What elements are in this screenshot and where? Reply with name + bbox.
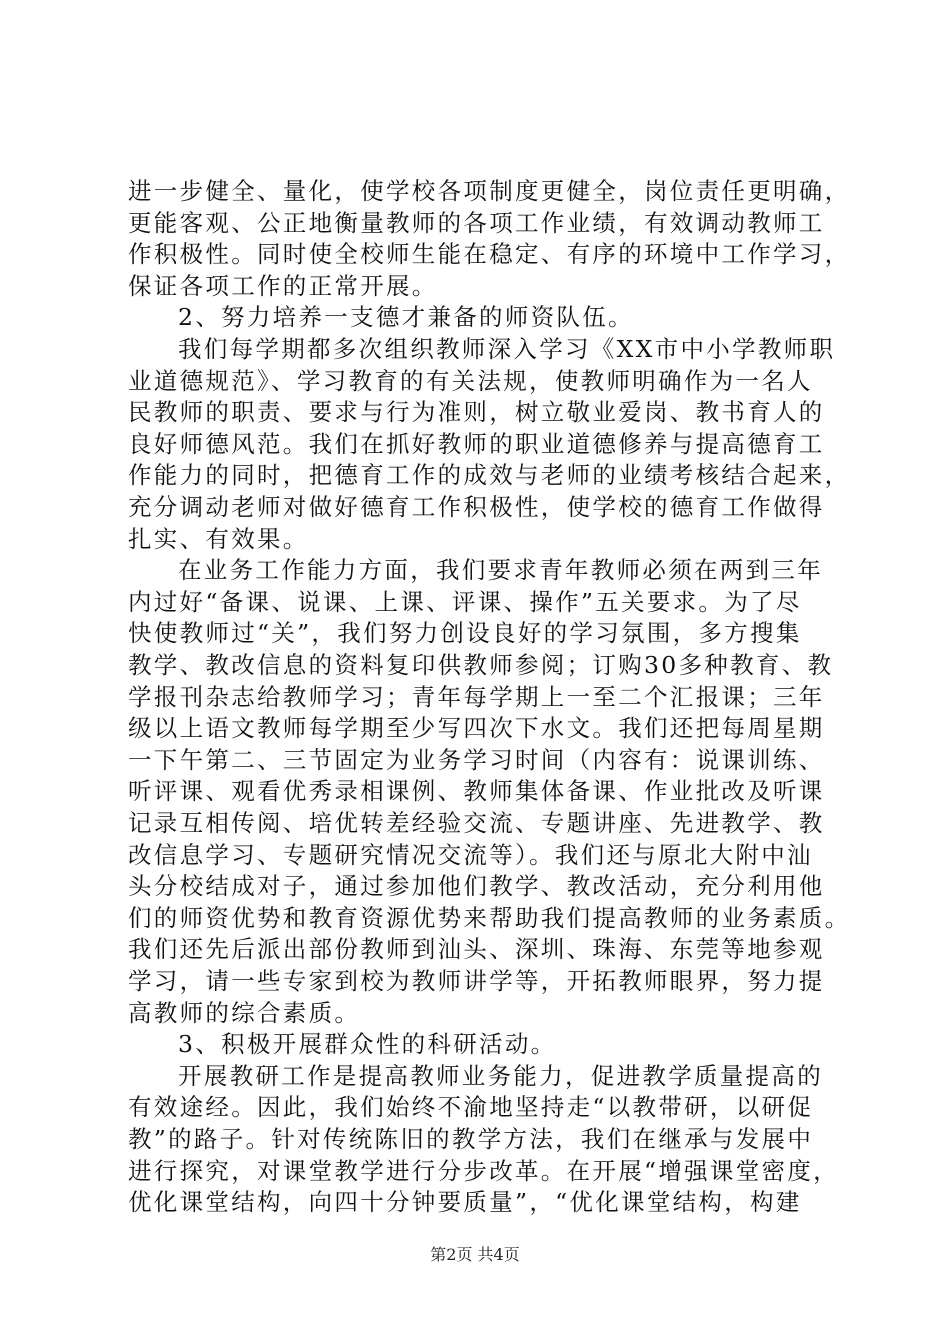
text-line: 记录互相传阅、培优转差经验交流、专题讲座、先进教学、教	[128, 809, 825, 837]
text-line: 良好师德风范。我们在抓好教师的职业道德修养与提高德育工	[128, 430, 825, 458]
text-line: 优化课堂结构，向四十分钟要质量”，“优化课堂结构，构建	[128, 1188, 802, 1216]
text-line: 保证各项工作的正常开展。	[128, 272, 438, 300]
text-line: 内过好“备课、说课、上课、评课、操作”五关要求。为了尽	[128, 588, 802, 616]
text-line: 快使教师过“关”，我们努力创设良好的学习氛围，多方搜集	[128, 619, 802, 647]
text-line: 们的师资优势和教育资源优势来帮助我们提高教师的业务素质。	[128, 904, 851, 932]
text-line: 级以上语文教师每学期至少写四次下水文。我们还把每周星期	[128, 714, 825, 742]
section-heading: 2、努力培养一支德才兼备的师资队伍。	[178, 303, 634, 331]
text-line: 作积极性。同时使全校师生能在稳定、有序的环境中工作学习，	[128, 240, 851, 268]
text-line: 一下午第二、三节固定为业务学习时间（内容有：说课训练、	[128, 746, 825, 774]
text-line: 开展教研工作是提高教师业务能力，促进教学质量提高的	[178, 1062, 823, 1090]
text-line: 更能客观、公正地衡量教师的各项工作业绩，有效调动教师工	[128, 209, 825, 237]
text-line: 在业务工作能力方面，我们要求青年教师必须在两到三年	[178, 556, 823, 584]
text-line: 我们每学期都多次组织教师深入学习《XX市中小学教师职	[178, 335, 836, 363]
text-line: 改信息学习、专题研究情况交流等）。我们还与原北大附中汕	[128, 841, 813, 869]
text-line: 业道德规范》、学习教育的有关法规，使教师明确作为一名人	[128, 367, 813, 395]
text-line: 扎实、有效果。	[128, 525, 309, 553]
text-line: 学习，请一些专家到校为教师讲学等，开拓教师眼界，努力提	[128, 967, 825, 995]
page-footer: 第2页 共4页	[430, 1245, 520, 1264]
text-line: 我们还先后派出部份教师到汕头、深圳、珠海、东莞等地参观	[128, 935, 825, 963]
text-line: 进行探究，对课堂教学进行分步改革。在开展“增强课堂密度，	[128, 1157, 839, 1185]
text-line: 进一步健全、量化，使学校各项制度更健全，岗位责任更明确，	[128, 177, 851, 205]
text-line: 头分校结成对子，通过参加他们教学、教改活动，充分利用他	[128, 872, 825, 900]
text-line: 有效途经。因此，我们始终不渝地坚持走“以教带研，以研促	[128, 1093, 814, 1121]
text-line: 充分调动老师对做好德育工作积极性，使学校的德育工作做得	[128, 493, 825, 521]
text-line: 民教师的职责、要求与行为准则，树立敬业爱岗、教书育人的	[128, 398, 825, 426]
text-line: 听评课、观看优秀录相课例、教师集体备课、作业批改及听课	[128, 777, 825, 805]
text-line: 学报刊杂志给教师学习；青年每学期上一至二个汇报课；三年	[128, 683, 825, 711]
text-line: 教学、教改信息的资料复印供教师参阅；订购30多种教育、教	[128, 651, 834, 679]
text-line: 作能力的同时，把德育工作的成效与老师的业绩考核结合起来，	[128, 461, 851, 489]
text-line: 教”的路子。针对传统陈旧的教学方法，我们在继承与发展中	[128, 1125, 814, 1153]
section-heading: 3、积极开展群众性的科研活动。	[178, 1030, 557, 1058]
text-line: 高教师的综合素质。	[128, 999, 361, 1027]
